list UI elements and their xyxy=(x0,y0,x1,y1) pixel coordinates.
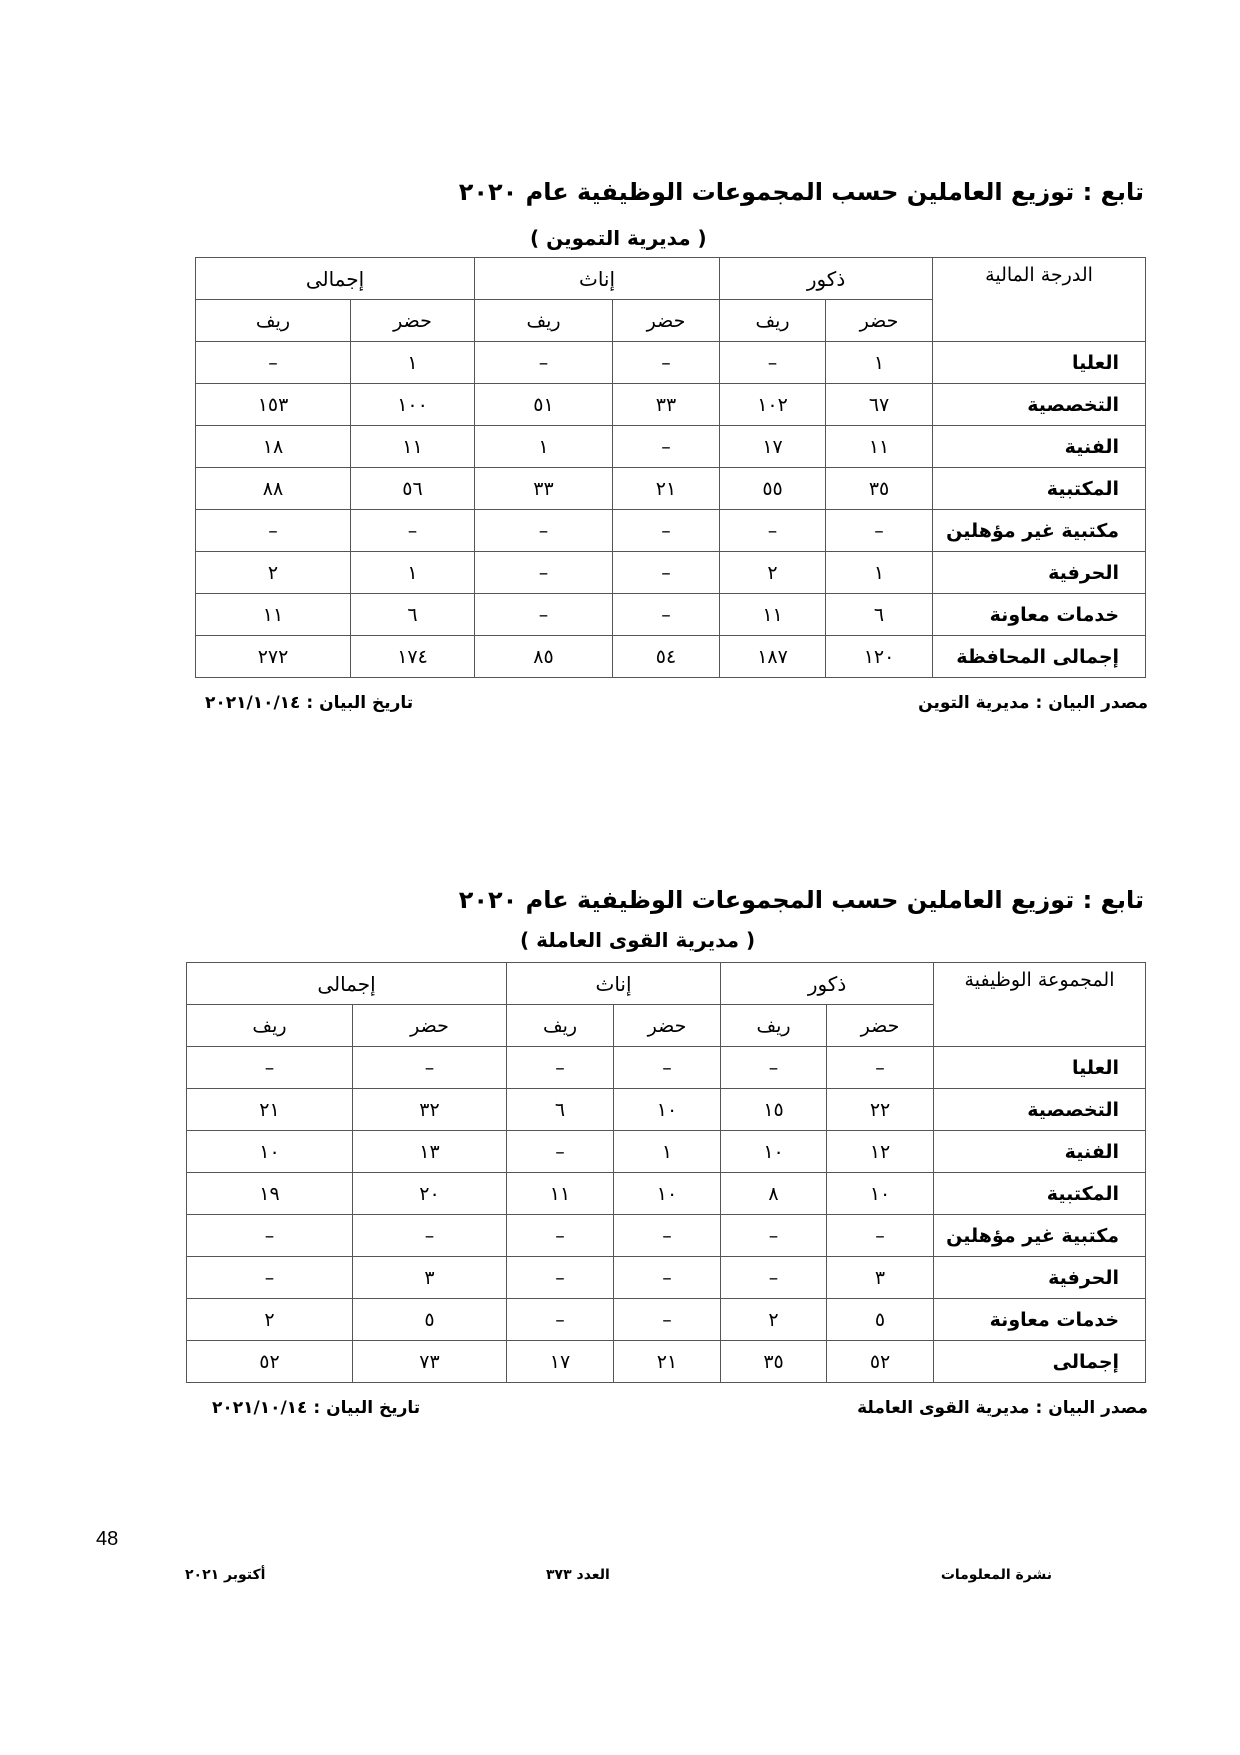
cell: ١١ xyxy=(351,426,475,468)
cell: ٨٨ xyxy=(196,468,351,510)
cell: – xyxy=(721,1257,827,1299)
cell: ٢٧٢ xyxy=(196,636,351,678)
cell: – xyxy=(614,1299,721,1341)
table1-group-males: ذكور xyxy=(720,258,933,300)
cell: – xyxy=(613,342,720,384)
cell: – xyxy=(475,510,613,552)
cell: ١ xyxy=(351,342,475,384)
cell: ٢ xyxy=(187,1299,353,1341)
cell: – xyxy=(721,1047,827,1089)
cell: ٥ xyxy=(827,1299,934,1341)
cell: ١ xyxy=(351,552,475,594)
row-label: التخصصية xyxy=(933,384,1146,426)
table1-sub-rural: ريف xyxy=(720,300,826,342)
cell: ١٠ xyxy=(827,1173,934,1215)
cell: ٥٥ xyxy=(720,468,826,510)
row-label: خدمات معاونة xyxy=(934,1299,1146,1341)
table2-subtitle: ( مديرية القوى العاملة ) xyxy=(520,928,756,952)
table2-sub-rural: ريف xyxy=(187,1005,353,1047)
cell: – xyxy=(613,552,720,594)
cell: ١ xyxy=(826,552,933,594)
table-row xyxy=(187,1341,1146,1383)
row-label: مكتبية غير مؤهلين xyxy=(934,1215,1146,1257)
cell: ٥ xyxy=(353,1299,507,1341)
cell: ١٠ xyxy=(614,1089,721,1131)
cell: ١٧٤ xyxy=(351,636,475,678)
cell: – xyxy=(187,1047,353,1089)
cell: – xyxy=(827,1047,934,1089)
cell: – xyxy=(187,1257,353,1299)
cell: ١٨٧ xyxy=(720,636,826,678)
row-label: الفنية xyxy=(933,426,1146,468)
row-label: إجمالى xyxy=(934,1341,1146,1383)
cell: ١١ xyxy=(196,594,351,636)
table2 xyxy=(186,962,1146,1383)
cell: – xyxy=(613,594,720,636)
row-label: إجمالى المحافظة xyxy=(933,636,1146,678)
row-label: الحرفية xyxy=(933,552,1146,594)
table2-source: مصدر البيان : مديرية القوى العاملة xyxy=(857,1398,1148,1418)
cell: ٣٣ xyxy=(475,468,613,510)
cell: ٣٥ xyxy=(721,1341,827,1383)
table2-sub-urban: حضر xyxy=(353,1005,507,1047)
cell: – xyxy=(720,342,826,384)
cell: ٢١ xyxy=(614,1341,721,1383)
table1-sub-rural: ريف xyxy=(196,300,351,342)
cell: ٦٧ xyxy=(826,384,933,426)
table-row xyxy=(196,468,1146,510)
table-row xyxy=(187,1215,1146,1257)
cell: ١٩ xyxy=(187,1173,353,1215)
table1-sub-urban: حضر xyxy=(613,300,720,342)
cell: – xyxy=(187,1215,353,1257)
row-label: مكتبية غير مؤهلين xyxy=(933,510,1146,552)
cell: – xyxy=(507,1131,614,1173)
cell: ١٧ xyxy=(507,1341,614,1383)
row-label: الحرفية xyxy=(934,1257,1146,1299)
cell: ١٨ xyxy=(196,426,351,468)
cell: – xyxy=(351,510,475,552)
table-row xyxy=(196,384,1146,426)
cell: ١٣ xyxy=(353,1131,507,1173)
cell: ١٥٣ xyxy=(196,384,351,426)
cell: – xyxy=(614,1257,721,1299)
cell: – xyxy=(353,1215,507,1257)
cell: ٣٢ xyxy=(353,1089,507,1131)
cell: ٢ xyxy=(720,552,826,594)
table-row xyxy=(187,1173,1146,1215)
cell: ٣٥ xyxy=(826,468,933,510)
table2-group-males: ذكور xyxy=(721,963,934,1005)
cell: – xyxy=(614,1215,721,1257)
cell: ٦ xyxy=(351,594,475,636)
table1-title: تابع : توزيع العاملين حسب المجموعات الوظيفية عام ٢٠٢٠ xyxy=(458,178,1144,206)
table-row xyxy=(187,1257,1146,1299)
cell: – xyxy=(507,1047,614,1089)
table1-date: تاريخ البيان : ٢٠٢١/١٠/١٤ xyxy=(205,693,414,713)
cell: ١٢٠ xyxy=(826,636,933,678)
cell: ١١ xyxy=(826,426,933,468)
page-number: 48 xyxy=(96,1528,119,1550)
cell: ٣ xyxy=(353,1257,507,1299)
cell: – xyxy=(353,1047,507,1089)
table2-sub-urban: حضر xyxy=(614,1005,721,1047)
cell: ٢١ xyxy=(613,468,720,510)
table-row xyxy=(196,342,1146,384)
row-label: المكتبية xyxy=(934,1173,1146,1215)
cell: – xyxy=(721,1215,827,1257)
cell: ٥٦ xyxy=(351,468,475,510)
footer-month: أكتوبر ٢٠٢١ xyxy=(185,1567,266,1583)
cell: – xyxy=(196,342,351,384)
cell: – xyxy=(720,510,826,552)
cell: ١٧ xyxy=(720,426,826,468)
cell: – xyxy=(507,1257,614,1299)
row-label: العليا xyxy=(934,1047,1146,1089)
row-label: خدمات معاونة xyxy=(933,594,1146,636)
cell: – xyxy=(475,594,613,636)
cell: ٣ xyxy=(827,1257,934,1299)
footer-issue: العدد ٣٧٣ xyxy=(546,1567,610,1583)
table-row xyxy=(187,1047,1146,1089)
table-row xyxy=(196,636,1146,678)
cell: ١٠ xyxy=(187,1131,353,1173)
cell: ٦ xyxy=(826,594,933,636)
cell: ٢١ xyxy=(187,1089,353,1131)
table1 xyxy=(195,257,1146,678)
table-row xyxy=(187,1299,1146,1341)
cell: ١٠ xyxy=(721,1131,827,1173)
cell: ١٢ xyxy=(827,1131,934,1173)
cell: – xyxy=(827,1215,934,1257)
table-row xyxy=(196,594,1146,636)
cell: ١٠٠ xyxy=(351,384,475,426)
cell: – xyxy=(614,1047,721,1089)
cell: ٧٣ xyxy=(353,1341,507,1383)
cell: ٥٢ xyxy=(187,1341,353,1383)
cell: ١١ xyxy=(507,1173,614,1215)
row-label: المكتبية xyxy=(933,468,1146,510)
cell: ١٠٢ xyxy=(720,384,826,426)
row-label: التخصصية xyxy=(934,1089,1146,1131)
table1-sub-rural: ريف xyxy=(475,300,613,342)
table-row xyxy=(196,552,1146,594)
cell: ٢٠ xyxy=(353,1173,507,1215)
cell: ١ xyxy=(826,342,933,384)
table2-date: تاريخ البيان : ٢٠٢١/١٠/١٤ xyxy=(212,1398,421,1418)
row-label: العليا xyxy=(933,342,1146,384)
table-row xyxy=(196,510,1146,552)
table1-group-females: إناث xyxy=(475,258,720,300)
cell: ٢ xyxy=(196,552,351,594)
cell: ٥٢ xyxy=(827,1341,934,1383)
cell: – xyxy=(475,552,613,594)
table1-source: مصدر البيان : مديرية التوين xyxy=(918,693,1148,713)
cell: – xyxy=(196,510,351,552)
table1-subtitle: ( مديرية التموين ) xyxy=(530,226,707,250)
cell: ١٥ xyxy=(721,1089,827,1131)
cell: – xyxy=(475,342,613,384)
cell: ٢ xyxy=(721,1299,827,1341)
cell: ٢٢ xyxy=(827,1089,934,1131)
cell: ٥١ xyxy=(475,384,613,426)
cell: ١ xyxy=(614,1131,721,1173)
table2-sub-rural: ريف xyxy=(721,1005,827,1047)
cell: – xyxy=(507,1299,614,1341)
table-row xyxy=(187,1089,1146,1131)
cell: ٨٥ xyxy=(475,636,613,678)
cell: ١١ xyxy=(720,594,826,636)
table2-sub-urban: حضر xyxy=(827,1005,934,1047)
table2-group-total: إجمالى xyxy=(187,963,507,1005)
cell: ٦ xyxy=(507,1089,614,1131)
table2-group-females: إناث xyxy=(507,963,721,1005)
table1-sub-urban: حضر xyxy=(826,300,933,342)
cell: ٥٤ xyxy=(613,636,720,678)
cell: ١ xyxy=(475,426,613,468)
cell: ٨ xyxy=(721,1173,827,1215)
cell: ٣٣ xyxy=(613,384,720,426)
table2-sub-rural: ريف xyxy=(507,1005,614,1047)
cell: ١٠ xyxy=(614,1173,721,1215)
table1-header-label: الدرجة المالية xyxy=(933,258,1146,342)
cell: – xyxy=(507,1215,614,1257)
cell: – xyxy=(613,426,720,468)
cell: – xyxy=(613,510,720,552)
table1-group-total: إجمالى xyxy=(196,258,475,300)
table-row xyxy=(196,426,1146,468)
table2-header-label: المجموعة الوظيفية xyxy=(934,963,1146,1047)
table1-sub-urban: حضر xyxy=(351,300,475,342)
table2-title: تابع : توزيع العاملين حسب المجموعات الوظيفية عام ٢٠٢٠ xyxy=(458,886,1144,914)
row-label: الفنية xyxy=(934,1131,1146,1173)
cell: – xyxy=(826,510,933,552)
footer-publication: نشرة المعلومات xyxy=(940,1567,1052,1583)
table-row xyxy=(187,1131,1146,1173)
